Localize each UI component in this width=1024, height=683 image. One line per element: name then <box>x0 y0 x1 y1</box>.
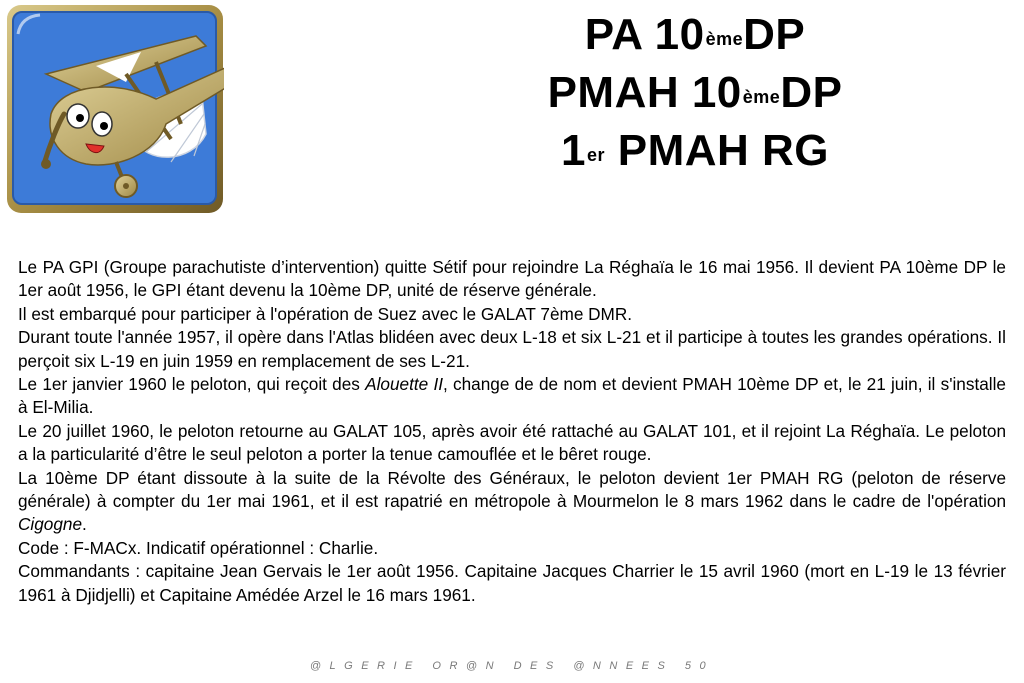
paragraph: Le 1er janvier 1960 le peloton, qui reçoit des Alouette II, change de de nom et devient PMAH 10ème DP et, le 21 juin, il s'installe à El-Milia. <box>18 374 1006 418</box>
parachute-airplane-badge-icon <box>6 4 224 214</box>
paragraph: Code : F-MACx. Indicatif opérationnel : Charlie. <box>18 537 379 558</box>
title-line-3: 1er PMAH RG <box>561 126 829 175</box>
paragraph: Il est embarqué pour participer à l'opération de Suez avec le GALAT 7ème DMR. <box>18 303 633 324</box>
footer-watermark: @LGERIE OR@N DES @NNEES 50 <box>309 660 715 672</box>
paragraph: Durant toute l'année 1957, il opère dans l'Atlas blidéen avec deux L-18 et six L-21 et il participe à toutes les grandes opérations. Il perçoit six L-19 en juin 1959 en remplacement de ses L-21. <box>18 327 1006 371</box>
paragraph: Le 20 juillet 1960, le peloton retourne au GALAT 105, après avoir été rattaché au GALAT 101, et il rejoint La Réghaïa. Le peloton a la particularité d’être le seul peloton a porter la tenue camouflée et le bêret rouge. <box>18 420 1006 465</box>
history-text <box>18 256 1006 607</box>
page-title <box>470 8 920 182</box>
title-line-2: PMAH 10èmeDP <box>547 68 843 117</box>
paragraph: Le PA GPI (Groupe parachutiste d’intervention) quitte Sétif pour rejoindre La Réghaïa le 16 mai 1956. Il devient PA 10ème DP le 1er août 1956, le GPI étant devenu la 10ème DP, unité de réserve générale. <box>18 257 1006 301</box>
title-line-1: PA 10èmeDP <box>584 10 806 59</box>
paragraph: La 10ème DP étant dissoute à la suite de la Révolte des Généraux, le peloton devient 1er PMAH RG (peloton de réserve générale) à compter du 1er mai 1961, et il est rapatrié en métropole à Mourmelon le 8 mars 1962 dans le cadre de l'opération Cigogne. <box>18 467 1006 535</box>
paragraph: Commandants : capitaine Jean Gervais le 1er août 1956. Capitaine Jacques Charrier le 15 avril 1960 (mort en L-19 le 13 février 1961 à Djidjelli) et Capitaine Amédée Arzel le 16 mars 1961. <box>18 561 1006 605</box>
insignia-badge <box>6 4 224 214</box>
